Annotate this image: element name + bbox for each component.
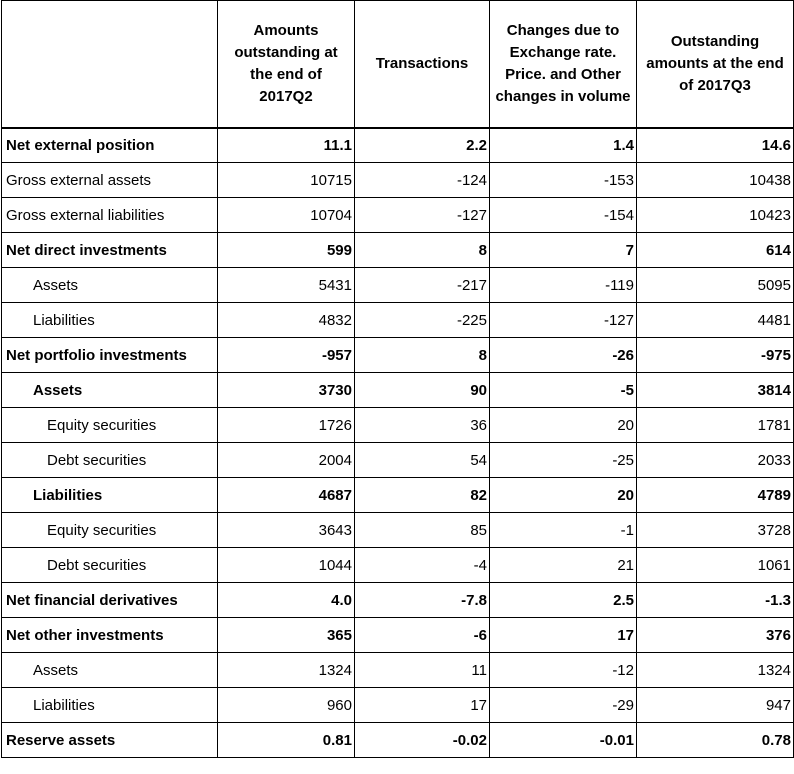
- amount-q2-cell: 1044: [218, 548, 355, 583]
- amount-q2-cell: 3730: [218, 373, 355, 408]
- table-row: [2, 408, 794, 443]
- header-transactions: Transactions: [355, 1, 490, 128]
- transactions-cell: 85: [355, 513, 490, 548]
- row-label: Assets: [2, 373, 218, 408]
- transactions-cell: -6: [355, 618, 490, 653]
- table-row: [2, 513, 794, 548]
- amount-q2-cell: 0.81: [218, 723, 355, 758]
- transactions-cell: -124: [355, 163, 490, 198]
- transactions-cell: -217: [355, 268, 490, 303]
- transactions-cell: 11: [355, 653, 490, 688]
- transactions-cell: 8: [355, 233, 490, 268]
- amount-q2-cell: -957: [218, 338, 355, 373]
- table-row: [2, 373, 794, 408]
- row-label: Assets: [2, 268, 218, 303]
- changes-cell: -26: [490, 338, 637, 373]
- transactions-cell: -0.02: [355, 723, 490, 758]
- amount-q2-cell: 4.0: [218, 583, 355, 618]
- changes-cell: -153: [490, 163, 637, 198]
- table-row: [2, 128, 794, 163]
- transactions-cell: 90: [355, 373, 490, 408]
- amount-q2-cell: 960: [218, 688, 355, 723]
- amount-q2-cell: 5431: [218, 268, 355, 303]
- header-amounts-q2: Amounts outstanding at the end of 2017Q2: [218, 1, 355, 128]
- outstanding-q3-cell: 3728: [637, 513, 794, 548]
- row-label: Reserve assets: [2, 723, 218, 758]
- changes-cell: 7: [490, 233, 637, 268]
- changes-cell: 20: [490, 408, 637, 443]
- row-label: Liabilities: [2, 303, 218, 338]
- changes-cell: -0.01: [490, 723, 637, 758]
- amount-q2-cell: 4687: [218, 478, 355, 513]
- outstanding-q3-cell: 4789: [637, 478, 794, 513]
- table-row: [2, 198, 794, 233]
- changes-cell: -119: [490, 268, 637, 303]
- table-row: [2, 163, 794, 198]
- outstanding-q3-cell: -975: [637, 338, 794, 373]
- table-row: [2, 303, 794, 338]
- changes-cell: 1.4: [490, 128, 637, 163]
- outstanding-q3-cell: 0.78: [637, 723, 794, 758]
- header-row: [2, 1, 794, 128]
- outstanding-q3-cell: 1061: [637, 548, 794, 583]
- table-header: [2, 1, 794, 128]
- table-row: [2, 583, 794, 618]
- row-label: Equity securities: [2, 513, 218, 548]
- changes-cell: 21: [490, 548, 637, 583]
- outstanding-q3-cell: 3814: [637, 373, 794, 408]
- table-row: [2, 688, 794, 723]
- outstanding-q3-cell: 4481: [637, 303, 794, 338]
- amount-q2-cell: 11.1: [218, 128, 355, 163]
- header-changes: Changes due to Exchange rate. Price. and Other changes in volume: [490, 1, 637, 128]
- table-row: [2, 653, 794, 688]
- changes-cell: -12: [490, 653, 637, 688]
- amount-q2-cell: 1324: [218, 653, 355, 688]
- outstanding-q3-cell: 5095: [637, 268, 794, 303]
- row-label: Gross external liabilities: [2, 198, 218, 233]
- transactions-cell: -7.8: [355, 583, 490, 618]
- table-row: [2, 338, 794, 373]
- transactions-cell: -127: [355, 198, 490, 233]
- outstanding-q3-cell: 2033: [637, 443, 794, 478]
- table-row: [2, 618, 794, 653]
- amount-q2-cell: 10704: [218, 198, 355, 233]
- changes-cell: 2.5: [490, 583, 637, 618]
- table-row: [2, 268, 794, 303]
- changes-cell: 20: [490, 478, 637, 513]
- changes-cell: -127: [490, 303, 637, 338]
- amount-q2-cell: 365: [218, 618, 355, 653]
- outstanding-q3-cell: 376: [637, 618, 794, 653]
- row-label: Assets: [2, 653, 218, 688]
- row-label: Debt securities: [2, 443, 218, 478]
- table-row: [2, 233, 794, 268]
- header-outstanding-q3: Outstanding amounts at the end of 2017Q3: [637, 1, 794, 128]
- transactions-cell: 8: [355, 338, 490, 373]
- changes-cell: -154: [490, 198, 637, 233]
- row-label: Liabilities: [2, 478, 218, 513]
- outstanding-q3-cell: 614: [637, 233, 794, 268]
- outstanding-q3-cell: 1324: [637, 653, 794, 688]
- amount-q2-cell: 10715: [218, 163, 355, 198]
- table-row: [2, 478, 794, 513]
- table-row: [2, 723, 794, 758]
- table-body: [2, 128, 794, 758]
- amount-q2-cell: 1726: [218, 408, 355, 443]
- external-position-table: [1, 0, 794, 758]
- transactions-cell: -225: [355, 303, 490, 338]
- row-label: Net portfolio investments: [2, 338, 218, 373]
- row-label: Debt securities: [2, 548, 218, 583]
- row-label: Liabilities: [2, 688, 218, 723]
- outstanding-q3-cell: 14.6: [637, 128, 794, 163]
- row-label: Equity securities: [2, 408, 218, 443]
- transactions-cell: -4: [355, 548, 490, 583]
- transactions-cell: 17: [355, 688, 490, 723]
- transactions-cell: 54: [355, 443, 490, 478]
- changes-cell: -1: [490, 513, 637, 548]
- changes-cell: -25: [490, 443, 637, 478]
- amount-q2-cell: 3643: [218, 513, 355, 548]
- transactions-cell: 2.2: [355, 128, 490, 163]
- header-empty-cell: [2, 1, 218, 128]
- outstanding-q3-cell: -1.3: [637, 583, 794, 618]
- amount-q2-cell: 2004: [218, 443, 355, 478]
- transactions-cell: 36: [355, 408, 490, 443]
- row-label: Net financial derivatives: [2, 583, 218, 618]
- row-label: Net external position: [2, 128, 218, 163]
- table-row: [2, 443, 794, 478]
- outstanding-q3-cell: 1781: [637, 408, 794, 443]
- changes-cell: -29: [490, 688, 637, 723]
- outstanding-q3-cell: 10438: [637, 163, 794, 198]
- table-row: [2, 548, 794, 583]
- changes-cell: -5: [490, 373, 637, 408]
- row-label: Gross external assets: [2, 163, 218, 198]
- transactions-cell: 82: [355, 478, 490, 513]
- amount-q2-cell: 4832: [218, 303, 355, 338]
- amount-q2-cell: 599: [218, 233, 355, 268]
- outstanding-q3-cell: 10423: [637, 198, 794, 233]
- row-label: Net direct investments: [2, 233, 218, 268]
- changes-cell: 17: [490, 618, 637, 653]
- outstanding-q3-cell: 947: [637, 688, 794, 723]
- row-label: Net other investments: [2, 618, 218, 653]
